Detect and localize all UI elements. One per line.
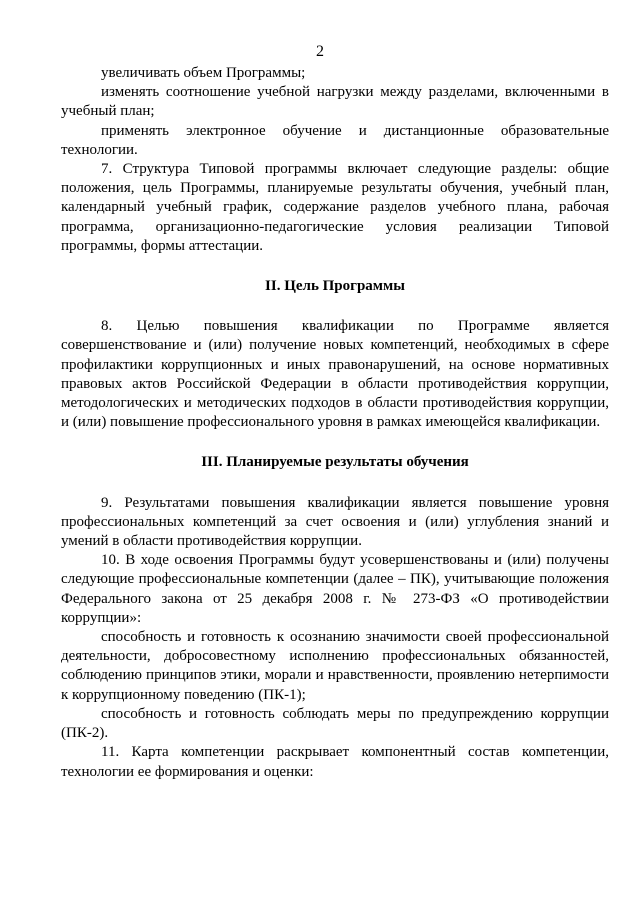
section-heading-results: III. Планируемые результаты обучения	[201, 454, 469, 471]
paragraph-increase-volume: увеличивать объем Программы;	[101, 65, 306, 81]
paragraph-structure: 7. Структура Типовой программы включает следующие разделы: общие положения, цель Программы, планируемые результаты обучения, учебный план, календарный учебный график, содержание разделов учебного плана, рабочая программа, организационно-педагогические условия реализации Типовой программы, формы аттестации.	[61, 161, 609, 254]
paragraph-pk2: способность и готовность соблюдать меры по предупреждению коррупции (ПК-2).	[61, 705, 609, 742]
paragraph-change-ratio: изменять соотношение учебной нагрузки между разделами, включенными в учебный план;	[61, 84, 609, 120]
paragraph-competency-map: 11. Карта компетенции раскрывает компонентный состав компетенции, технологии ее формирования и оценки:	[61, 744, 609, 780]
paragraph-e-learning: применять электронное обучение и дистанционные образовательные технологии.	[61, 122, 609, 158]
section-heading-goal: II. Цель Программы	[265, 278, 405, 295]
document-body	[61, 64, 609, 782]
paragraph-pk1: способность и готовность к осознанию значимости своей профессиональной деятельности, добросовестному исполнению профессиональных обязанностей, соблюдению принципов этики, морали и нравственности, проявлению нетерпимости к коррупционному поведению (ПК-1);	[61, 629, 609, 703]
page-number: 2	[316, 43, 324, 60]
paragraph-goal: 8. Целью повышения квалификации по Программе является совершенствование и (или) получение новых компетенций, необходимых в сфере профилактики коррупционных и иных правонарушений, на основе нормативных правовых актов Российской Федерации в области противодействия коррупции, методологических и методических подходов в области противодействия коррупции, и (или) повышение профессионального уровня в рамках имеющейся квалификации.	[61, 318, 609, 431]
paragraph-competencies: 10. В ходе освоения Программы будут усовершенствованы и (или) получены следующие профессиональные компетенции (далее – ПК), учитывающие положения Федерального закона от 25 декабря 2008 г. № 273-ФЗ «О противодействии коррупции»:	[61, 552, 609, 626]
paragraph-results: 9. Результатами повышения квалификации является повышение уровня профессиональных компетенций за счет освоения и (или) углубления знаний и умений в области противодействия коррупции.	[61, 494, 609, 550]
